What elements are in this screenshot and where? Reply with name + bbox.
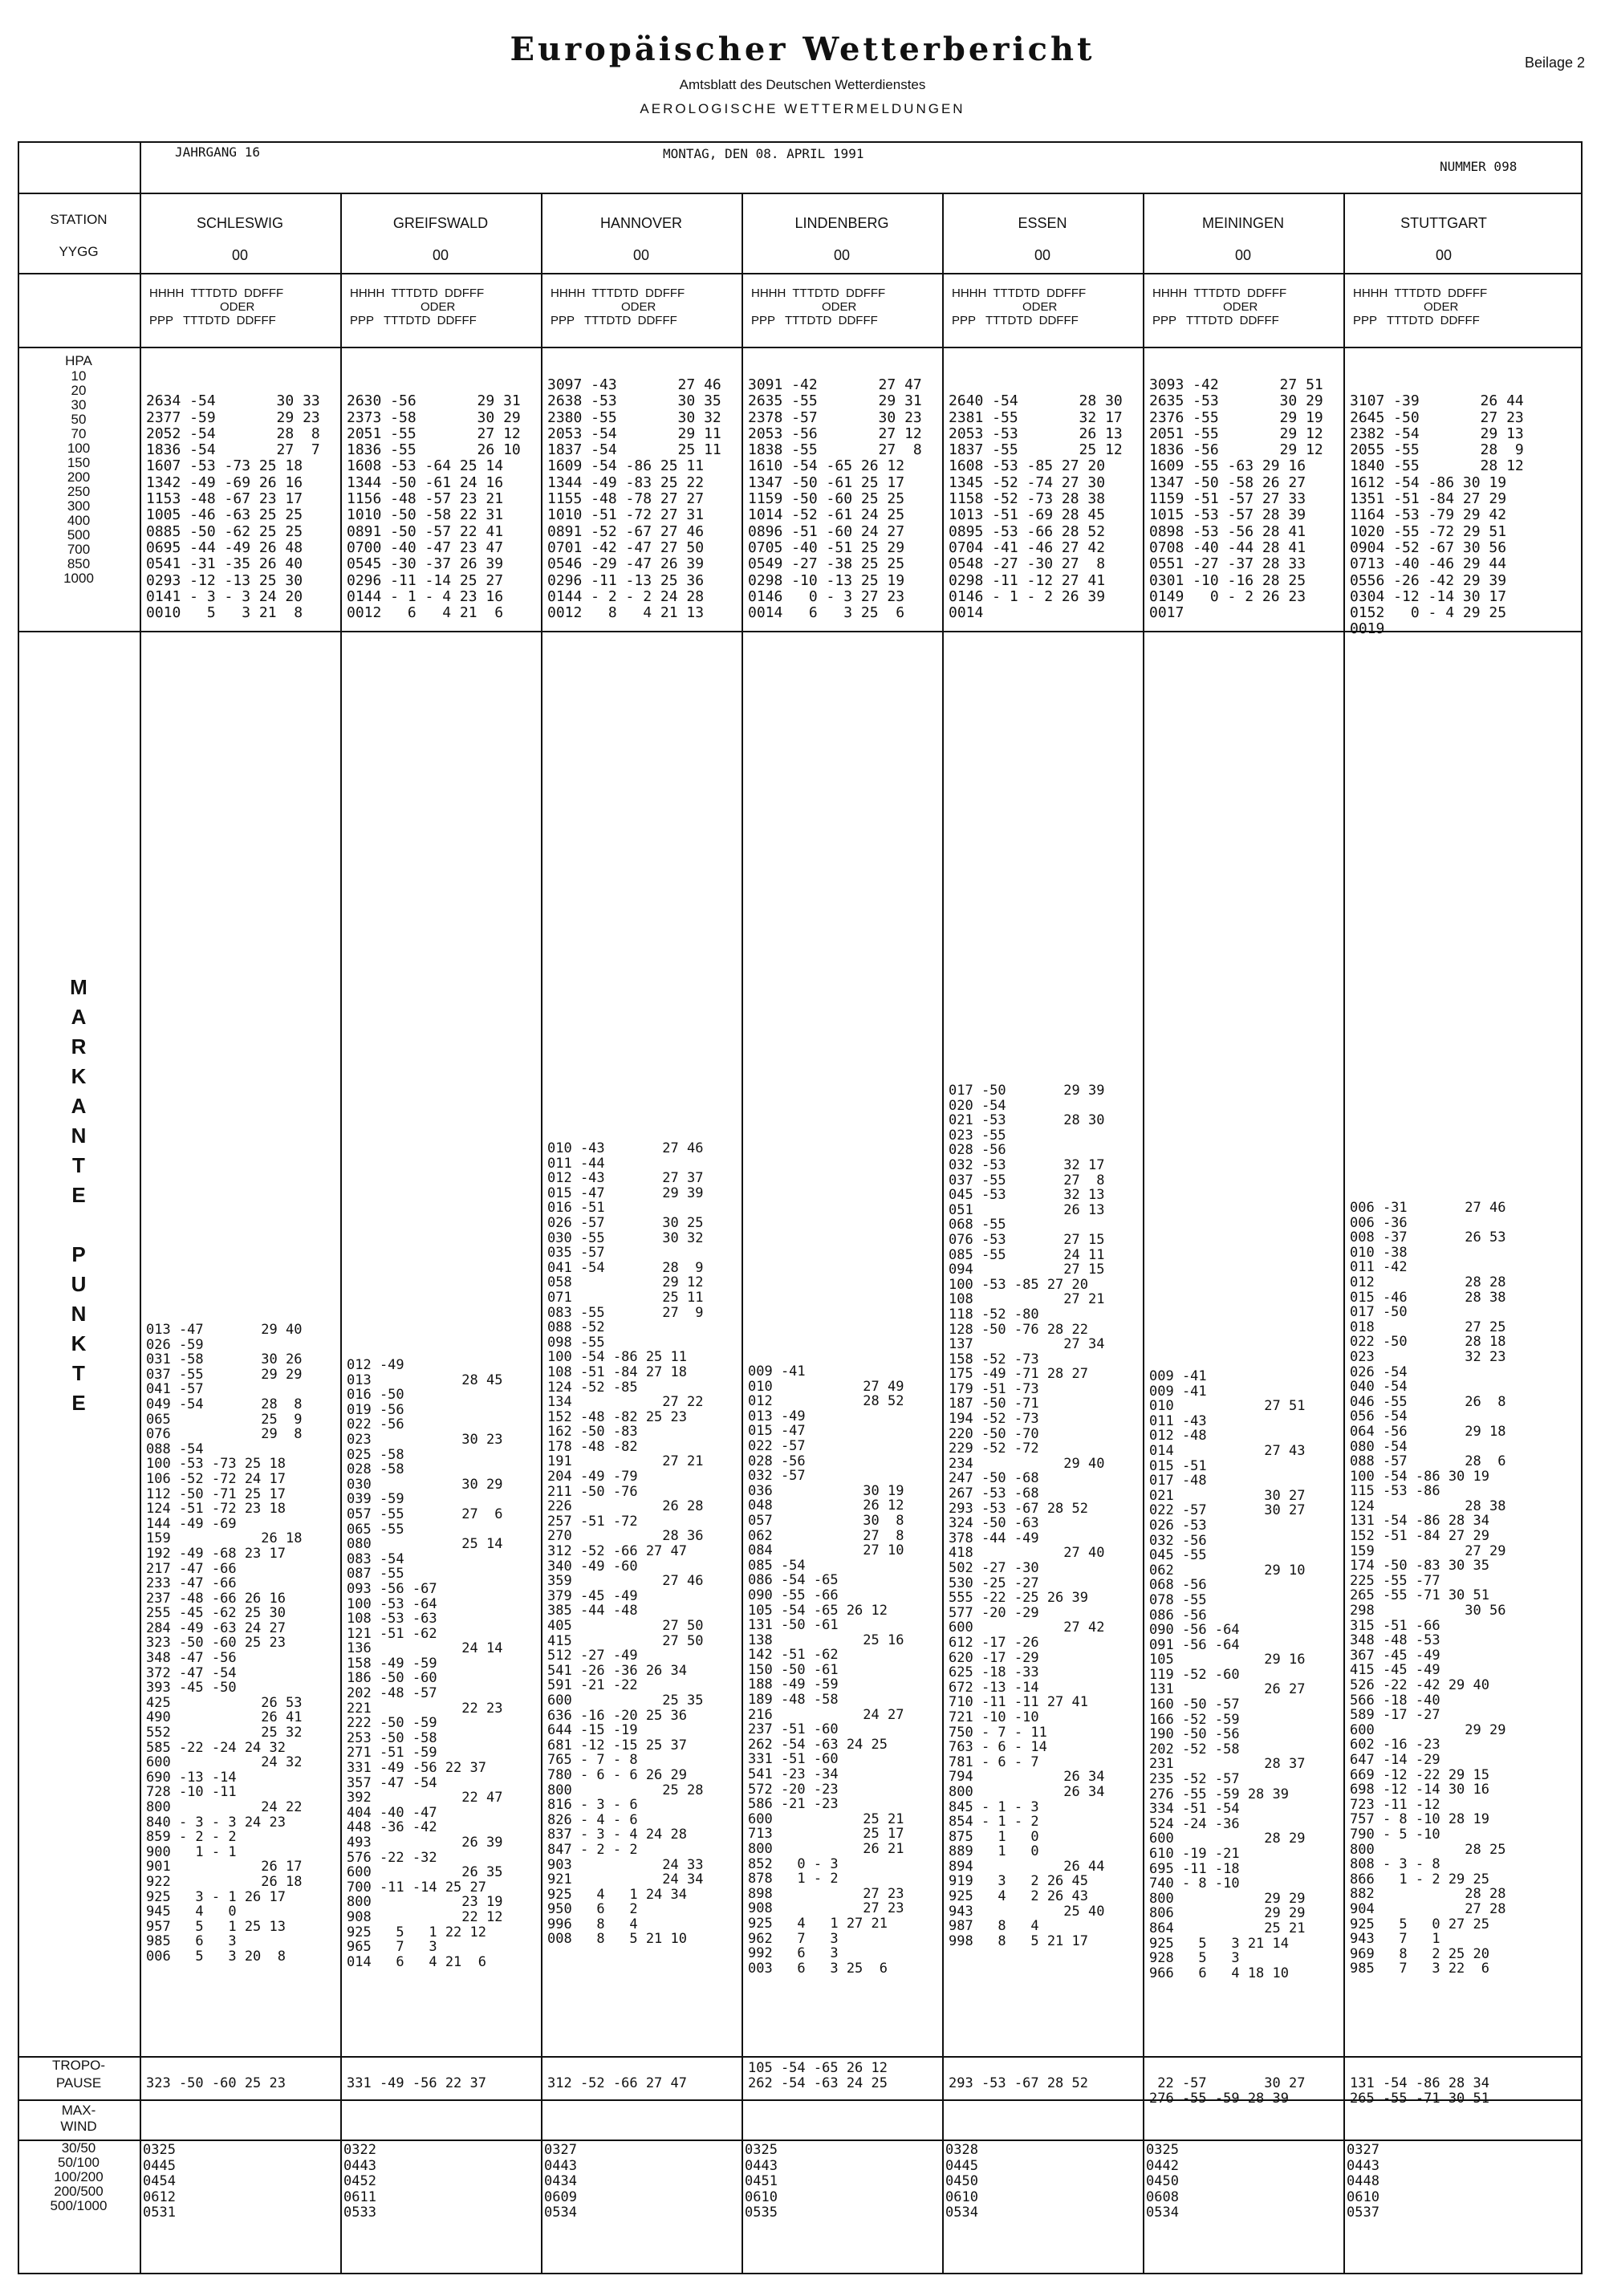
- tropopause-meiningen: 22 -57 30 27 276 -55 -59 28 39: [1149, 2075, 1306, 2107]
- tropopause-label-2: PAUSE: [55, 2075, 102, 2091]
- divider-colheads: [18, 347, 1583, 348]
- hpa-label: HPA: [65, 353, 92, 368]
- report-subtitle: Amtsblatt des Deutschen Wetterdienstes: [679, 77, 926, 92]
- column-header-bot-hannover: PPP TTTDTD DDFFF: [551, 314, 677, 327]
- markante-punkte-greifswald: 012 -49 013 28 45 016 -50 019 -56 022 -56 023 30 23 025 -58 028 -58 030 30 29 039 -59 057 -55 27 6 065 -55 080 25 14 083 -54 087 -55 093 -56 -67 100 -53 -64 108 -53 -63 121 -51 -62 136 24 14 158 -49 -59 186 -50 -60 202 -48 -57 221 22 23 222 -50 -59 253 -50 -58 271 -51 -59 331 -49 -56 22 37 357 -47 -54 392 22 47 404 -40 -47 448 -36 -42 493 26 39 576 -22 -32 600 26 35 700 -11 -14 25 27 800 23 19 908 22 12 925 5 1 22 12 965 7 3 014 6 4 21 6: [347, 1357, 503, 1970]
- column-header-mid-meiningen: ODER: [1223, 300, 1258, 314]
- markante-punkte-hannover: 010 -43 27 46 011 -44 012 -43 27 37 015 -47 29 39 016 -51 026 -57 30 25 030 -55 30 32 035 -57 041 -54 28 9 058 29 12 071 25 11 083 -55 27 9 088 -52 098 -55 100 -54 -86 25 11 108 -51 -84 27 18 124 -52 -85 134 27 22 152 -48 -82 25 23 162 -50 -83 178 -48 -82 191 27 21 204 -49 -79 211 -50 -76 226 26 28 257 -51 -72 270 28 36 312 -52 -66 27 47 340 -49 -60 359 27 46 379 -45 -49 385 -44 -48 405 27 50 415 27 50 512 -27 -49 541 -26 -36 26 34 591 -21 -22 600 25 35 636 -16 -20 25 36 644 -15 -19 681 -12 -15 25 37 765 - 7 - 8 780 - 6 - 6 26 29 800 25 28 816 - 3 - 6 826 - 4 - 6 837 - 3 - 4 24 28 847 - 2 - 2 903 24 33 921 24 34 925 4 1 24 34 950 6 2 996 8 4 008 8 5 21 10: [547, 1140, 704, 1948]
- hpa-levels: 10 20 30 50 70 100 150 200 250 300 400 500 700 850 1000: [63, 368, 94, 586]
- column-header-bot-essen: PPP TTTDTD DDFFF: [952, 314, 1079, 327]
- divider-tropo: [18, 2056, 1583, 2058]
- standard-levels-greifswald: 2630 -56 29 31 2373 -58 30 29 2051 -55 27 12 1836 -55 26 10 1608 -53 -64 25 14 1344 -50 -61 24 16 1156 -48 -57 23 21 1010 -50 -58 22 31 0891 -50 -57 22 41 0700 -40 -47 23 47 0545 -30 -37 26 39 0296 -11 -14 25 27 0144 - 1 - 4 23 16 0012 6 4 21 6: [347, 392, 521, 622]
- divider-station-greifswald: [340, 193, 342, 2274]
- divider-station-meiningen: [1143, 193, 1144, 2274]
- supplement-label: Beilage 2: [1525, 55, 1586, 71]
- column-header-mid-schleswig: ODER: [220, 300, 255, 314]
- station-yygg-essen: 00: [1034, 247, 1051, 263]
- column-header-bot-lindenberg: PPP TTTDTD DDFFF: [751, 314, 878, 327]
- column-header-mid-hannover: ODER: [621, 300, 656, 314]
- max-wind-hannover: 0327 0443 0434 0609 0534: [544, 2142, 577, 2221]
- standard-levels-essen: 2640 -54 28 30 2381 -55 32 17 2053 -53 26 13 1837 -55 25 12 1608 -53 -85 27 20 1345 -52 -74 27 30 1158 -52 -73 28 38 1013 -51 -69 28 45 0895 -53 -66 28 52 0704 -41 -46 27 42 0548 -27 -30 27 8 0298 -11 -12 27 41 0146 - 1 - 2 26 39 0014: [949, 392, 1123, 622]
- column-header-mid-essen: ODER: [1022, 300, 1058, 314]
- column-header-top-greifswald: HHHH TTTDTD DDFFF: [350, 286, 485, 300]
- station-name-hannover: HANNOVER: [599, 215, 682, 231]
- markante-punkte-stuttgart: 006 -31 27 46 006 -36 008 -37 26 53 010 -38 011 -42 012 28 28 015 -46 28 38 017 -50 018 27 25 022 -50 28 18 023 32 23 026 -54 040 -54 046 -55 26 8 056 -54 064 -56 29 18 080 -54 088 -57 28 6 100 -54 -86 30 19 115 -53 -86 124 28 38 131 -54 -86 28 34 152 -51 -84 27 29 159 27 29 174 -50 -83 30 35 225 -55 -77 265 -55 -71 30 51 298 30 56 315 -51 -66 348 -48 -53 367 -45 -49 415 -45 -49 526 -22 -42 29 40 566 -18 -40 589 -17 -27 600 29 29 602 -16 -23 647 -14 -29 669 -12 -22 29 15 698 -12 -14 30 16 723 -11 -12 757 - 8 -10 28 19 790 - 5 -10 800 28 25 808 - 3 - 8 866 1 - 2 29 25 882 28 28 904 27 28 925 5 0 27 25 943 7 1 969 8 2 25 20 985 7 3 22 6: [1350, 1200, 1506, 1977]
- station-yygg-stuttgart: 00: [1435, 247, 1453, 263]
- divider-station-lindenberg: [742, 193, 743, 2274]
- station-yygg-meiningen: 00: [1234, 247, 1252, 263]
- standard-levels-schleswig: 2634 -54 30 33 2377 -59 29 23 2052 -54 28 8 1836 -54 27 7 1607 -53 -73 25 18 1342 -49 -69 26 16 1153 -48 -67 23 17 1005 -46 -63 25 25 0885 -50 -62 25 25 0695 -44 -49 26 48 0541 -31 -35 26 40 0293 -12 -13 25 30 0141 - 3 - 3 24 20 0010 5 3 21 8: [146, 392, 320, 622]
- column-header-top-lindenberg: HHHH TTTDTD DDFFF: [751, 286, 886, 300]
- max-wind-essen: 0328 0445 0450 0610 0534: [945, 2142, 978, 2221]
- report-section-title: AEROLOGISCHE WETTERMELDUNGEN: [640, 101, 965, 116]
- station-name-greifswald: GREIFSWALD: [392, 215, 489, 231]
- station-yygg-hannover: 00: [632, 247, 650, 263]
- maxwind-label-2: WIND: [60, 2119, 97, 2134]
- markante-punkte-essen: 017 -50 29 39 020 -54 021 -53 28 30 023 -55 028 -56 032 -53 32 17 037 -55 27 8 045 -53 32 13 051 26 13 068 -55 076 -53 27 15 085 -55 24 11 094 27 15 100 -53 -85 27 20 108 27 21 118 -52 -80 128 -50 -76 28 22 137 27 34 158 -52 -73 175 -49 -71 28 27 179 -51 -73 187 -50 -71 194 -52 -73 220 -50 -70 229 -52 -72 234 29 40 247 -50 -68 267 -53 -68 293 -53 -67 28 52 324 -50 -63 378 -44 -49 418 27 40 502 -27 -30 530 -25 -27 555 -22 -25 26 39 577 -20 -29 600 27 42 612 -17 -26 620 -17 -29 625 -18 -33 672 -13 -14 710 -11 -11 27 41 721 -10 -10 750 - 7 - 11 763 - 6 - 14 781 - 6 - 7 794 26 34 800 26 34 845 - 1 - 3 854 - 1 - 2 875 1 0 889 1 0 894 26 44 919 3 2 26 45 925 4 2 26 43 943 25 40 987 8 4 998 8 5 21 17: [949, 1083, 1105, 1949]
- station-name-stuttgart: STUTTGART: [1400, 215, 1487, 231]
- max-wind-greifswald: 0322 0443 0452 0611 0533: [343, 2142, 376, 2221]
- markante-punkte-schleswig: 013 -47 29 40 026 -59 031 -58 30 26 037 -55 29 29 041 -57 049 -54 28 8 065 25 9 076 29 8 088 -54 100 -53 -73 25 18 106 -52 -72 24 17 112 -50 -71 25 17 124 -51 -72 23 18 144 -49 -69 159 26 18 192 -49 -68 23 17 217 -47 -66 233 -47 -66 237 -48 -66 26 16 255 -45 -62 25 30 284 -49 -63 24 27 323 -50 -60 25 23 348 -47 -56 372 -47 -54 393 -45 -50 425 26 53 490 26 41 552 25 32 585 -22 -24 24 32 600 24 32 690 -13 -14 728 -10 -11 800 24 22 840 - 3 - 3 24 23 859 - 2 - 2 900 1 - 1 901 26 17 922 26 18 925 3 - 1 26 17 945 4 0 957 5 1 25 13 985 6 3 006 5 3 20 8: [146, 1322, 303, 1965]
- column-header-top-hannover: HHHH TTTDTD DDFFF: [551, 286, 685, 300]
- station-name-schleswig: SCHLESWIG: [196, 215, 284, 231]
- standard-levels-meiningen: 3093 -42 27 51 2635 -53 30 29 2376 -55 29 19 2051 -55 29 12 1836 -56 29 12 1609 -55 -63 29 16 1347 -50 -58 26 27 1159 -51 -57 27 33 1015 -53 -57 28 39 0898 -53 -56 28 41 0708 -40 -44 28 41 0551 -27 -37 28 33 0301 -10 -16 28 25 0149 0 - 2 26 23 0017: [1149, 376, 1323, 622]
- station-name-essen: ESSEN: [1018, 215, 1067, 231]
- max-wind-lindenberg: 0325 0443 0451 0610 0535: [745, 2142, 778, 2221]
- station-name-meiningen: MEININGEN: [1201, 215, 1284, 231]
- tropopause-schleswig: 323 -50 -60 25 23: [146, 2075, 286, 2091]
- divider-maxwind: [18, 2099, 1583, 2101]
- wind-levels: 30/50 50/100 100/200 200/500 500/1000: [50, 2140, 108, 2213]
- divider-station-stuttgart: [1343, 193, 1345, 2274]
- column-header-bot-meiningen: PPP TTTDTD DDFFF: [1152, 314, 1279, 327]
- station-yygg-greifswald: 00: [432, 247, 449, 263]
- issue-date: MONTAG, DEN 08. APRIL 1991: [663, 146, 864, 161]
- tropopause-hannover: 312 -52 -66 27 47: [547, 2075, 687, 2091]
- standard-levels-hannover: 3097 -43 27 46 2638 -53 30 35 2380 -55 30 32 2053 -54 29 11 1837 -54 25 11 1609 -54 -86 25 11 1344 -49 -83 25 22 1155 -48 -78 27 27 1010 -51 -72 27 31 0891 -52 -67 27 46 0701 -42 -47 27 50 0546 -29 -47 26 39 0296 -11 -13 25 36 0144 - 2 - 2 24 28 0012 8 4 21 13: [547, 376, 721, 622]
- divider-station-hannover: [541, 193, 542, 2274]
- tropopause-label-1: TROPO-: [51, 2058, 106, 2073]
- column-header-top-schleswig: HHHH TTTDTD DDFFF: [149, 286, 284, 300]
- report-title: Europäischer Wetterbericht: [510, 30, 1095, 68]
- station-yygg-schleswig: 00: [231, 247, 249, 263]
- markante-punkte-label: M A R K A N T E P U N K T E: [70, 975, 87, 1415]
- standard-levels-lindenberg: 3091 -42 27 47 2635 -55 29 31 2378 -57 30 23 2053 -56 27 12 1838 -55 27 8 1610 -54 -65 26 12 1347 -50 -61 25 17 1159 -50 -60 25 25 1014 -52 -61 24 25 0896 -51 -60 24 27 0705 -40 -51 25 29 0549 -27 -38 25 25 0298 -10 -13 25 19 0146 0 - 3 27 23 0014 6 3 25 6: [748, 376, 922, 622]
- column-header-bot-schleswig: PPP TTTDTD DDFFF: [149, 314, 276, 327]
- yygg-label: YYGG: [59, 244, 99, 259]
- issue-number: NUMMER 098: [1440, 159, 1518, 174]
- max-wind-schleswig: 0325 0445 0454 0612 0531: [143, 2142, 176, 2221]
- column-header-mid-greifswald: ODER: [421, 300, 456, 314]
- tropopause-stuttgart: 131 -54 -86 28 34 265 -55 -71 30 51: [1350, 2075, 1489, 2107]
- divider-station-header: [18, 273, 1583, 274]
- max-wind-stuttgart: 0327 0443 0448 0610 0537: [1347, 2142, 1379, 2221]
- column-header-mid-stuttgart: ODER: [1424, 300, 1459, 314]
- maxwind-label-1: MAX-: [61, 2103, 96, 2118]
- divider-info: [18, 193, 1583, 194]
- column-header-top-essen: HHHH TTTDTD DDFFF: [952, 286, 1087, 300]
- max-wind-meiningen: 0325 0442 0450 0608 0534: [1146, 2142, 1179, 2221]
- tropopause-greifswald: 331 -49 -56 22 37: [347, 2075, 486, 2091]
- column-header-top-stuttgart: HHHH TTTDTD DDFFF: [1353, 286, 1488, 300]
- volume-label: JAHRGANG 16: [175, 144, 260, 160]
- markante-punkte-meiningen: 009 -41 009 -41 010 27 51 011 -43 012 -48 014 27 43 015 -51 017 -48 021 30 27 022 -57 30 27 026 -53 032 -56 045 -55 062 29 10 068 -56 078 -55 086 -56 090 -56 -64 091 -56 -64 105 29 16 119 -52 -60 131 26 27 160 -50 -57 166 -52 -59 190 -50 -56 202 -52 -58 231 28 37 235 -52 -57 276 -55 -59 28 39 334 -51 -54 524 -24 -36 600 28 29 610 -19 -21 695 -11 -18 740 - 8 -10 800 29 29 806 29 29 864 25 21 925 5 3 21 14 928 5 3 966 6 4 18 10: [1149, 1368, 1306, 1981]
- standard-levels-stuttgart: 3107 -39 26 44 2645 -50 27 23 2382 -54 29 13 2055 -55 28 9 1840 -55 28 12 1612 -54 -86 30 19 1351 -51 -84 27 29 1164 -53 -79 29 42 1020 -55 -72 29 51 0904 -52 -67 30 56 0713 -40 -46 29 44 0556 -26 -42 29 39 0304 -12 -14 30 17 0152 0 - 4 29 25 0019: [1350, 392, 1524, 638]
- column-header-top-meiningen: HHHH TTTDTD DDFFF: [1152, 286, 1287, 300]
- station-label: STATION: [50, 212, 108, 227]
- tropopause-essen: 293 -53 -67 28 52: [949, 2075, 1088, 2091]
- column-header-bot-stuttgart: PPP TTTDTD DDFFF: [1353, 314, 1480, 327]
- divider-wind: [18, 2140, 1583, 2141]
- column-header-mid-lindenberg: ODER: [822, 300, 857, 314]
- station-yygg-lindenberg: 00: [833, 247, 851, 263]
- markante-punkte-lindenberg: 009 -41 010 27 49 012 28 52 013 -49 015 -47 022 -57 028 -56 032 -57 036 30 19 048 26 12 057 30 8 062 27 8 084 27 10 085 -54 086 -54 -65 090 -55 -66 105 -54 -65 26 12 131 -50 -61 138 25 16 142 -51 -62 150 -50 -61 188 -49 -59 189 -48 -58 216 24 27 237 -51 -60 262 -54 -63 24 25 331 -51 -60 541 -23 -34 572 -20 -23 586 -21 -23 600 25 21 713 25 17 800 26 21 852 0 - 3 878 1 - 2 898 27 23 908 27 23 925 4 1 27 21 962 7 3 992 6 3 003 6 3 25 6: [748, 1363, 904, 1977]
- divider-station-essen: [942, 193, 944, 2274]
- divider-standard: [18, 631, 1583, 632]
- tropopause-lindenberg: 105 -54 -65 26 12 262 -54 -63 24 25: [748, 2060, 888, 2091]
- station-name-lindenberg: LINDENBERG: [794, 215, 889, 231]
- column-header-bot-greifswald: PPP TTTDTD DDFFF: [350, 314, 477, 327]
- divider-label-column: [140, 141, 141, 2274]
